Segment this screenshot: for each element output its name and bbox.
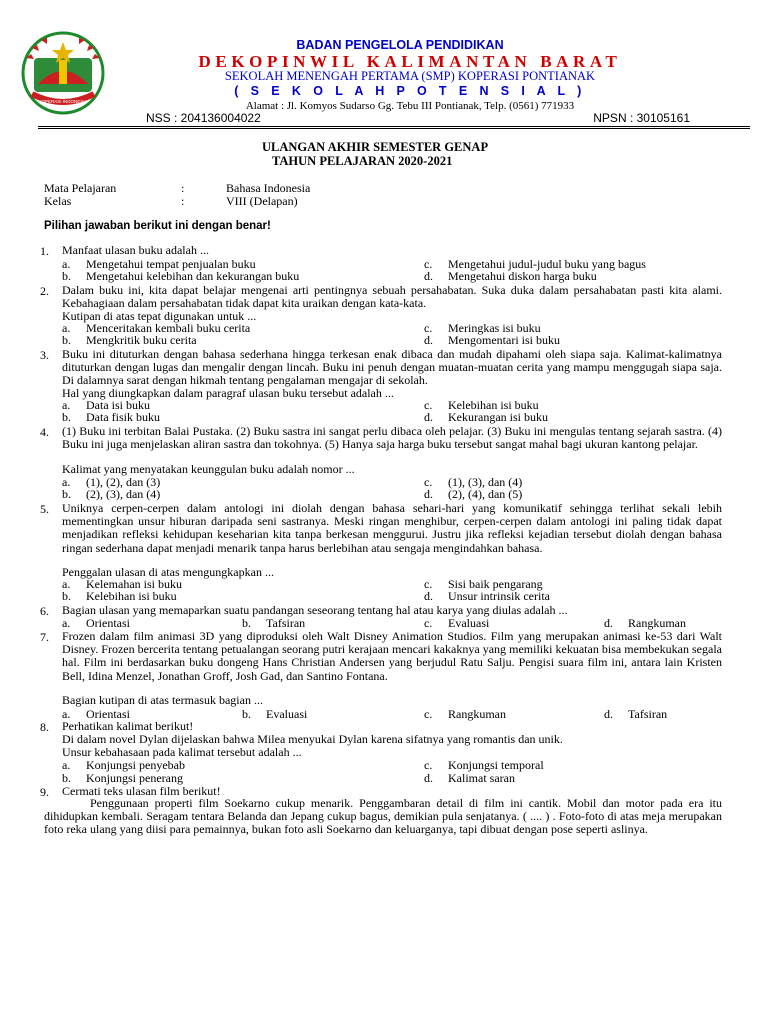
question-sentence: Di dalam novel Dylan dijelaskan bahwa Milea menyukai Dylan karena sifatnya yang romantis dan unik. [62, 732, 563, 746]
question-text: Buku ini dituturkan dengan bahasa sederhana hingga terkesan enak dibaca dan mudah dipahami oleh siapa saja. Kalimat-kalimatnya dituturkan dengan lugas dan mengalir dengan lincah. Buku ini penuh dengan muatan-muatan cerita yang mampu menggugah siapa saja. Di dalamnya sarat dengan hikmah tentang pengalaman mengajar di sekolah. [62, 347, 722, 388]
exam-title: ULANGAN AKHIR SEMESTER GENAP [262, 140, 489, 154]
question-text: Cermati teks ulasan film berikut! [62, 784, 221, 798]
subject-value: Bahasa Indonesia [226, 181, 311, 195]
header-divider [38, 126, 750, 129]
question-prompt: Unsur kebahasaan pada kalimat tersebut adalah ... [62, 745, 302, 759]
question-prompt: Kutipan di atas tepat digunakan untuk ... [62, 309, 257, 323]
question-number: 6. [40, 604, 49, 618]
school-address: Alamat : Jl. Komyos Sudarso Gg. Tebu III Pontianak, Telp. (0561) 771933 [245, 100, 575, 112]
question-text: Dalam buku ini, kita dapat belajar mengenai arti pentingnya sebuah persahabatan. Suka duka dalam persahabatan pasti kita alami. Kebahagiaan dalam persahabatan tidak dapat kita uraikan dengan kata-kata. [62, 283, 722, 311]
class-label: Kelas [44, 194, 72, 208]
film-review-paragraph: Penggunaan properti film Soekarno cukup menarik. Penggambaran detail di film ini cantik. Mobil dan motor pada era itu dihidupkan kembali. Seragam tentara Belanda dan Jepang cukup bagus, demikian pula senjatanya. ( .... ) . Foto-foto di atas meja merupakan foto reka ulang yang diisi para pemainnya, bukan foto asli Soekarno dan keluarganya, tapi dibuat dengan pose seperti aslinya. [44, 796, 722, 837]
exam-year: TAHUN PELAJARAN 2020-2021 [272, 154, 453, 168]
question-text: Perhatikan kalimat berikut! [62, 719, 194, 733]
agency-name: BADAN PENGELOLA PENDIDIKAN [296, 38, 504, 52]
exam-page: KOPERASI INDONESIA BADAN PENGELOLA PENDIDIKAN DEKOPINWIL KALIMANTAN BARAT SEKOLAH MENENGAH PERTAMA (SMP) KOPERASI PONTIANAK ( S E K O L A H P O T E N S I A L ) Alamat : Jl. Komyos Sudarso Gg. Tebu III Pontianak, Telp. (0561) 771933 NSS : 204136004022 NPSN : 30105161 ULANGAN AKHIR SEMESTER GENAP TAHUN PELAJARAN 2020-2021 Mata Pelajaran : Bahasa Indonesia Kelas : VIII (Delapan) Pilihan jawaban berikut ini dengan benar! 1. Manfaat ulasan buku adalah ... a. Mengetahui tempat penjualan buku c. Mengetahui judul-judul buku yang bagus b. Mengetahui kelebihan dan kekurangan buku d. Mengetahui diskon harga buku 2. Dalam buku ini, kita dapat belajar mengenai arti pentingnya sebuah persahabatan. Suka duka dalam persahabatan pasti kita alami. Kebahagiaan dalam persahabatan tidak dapat kita uraikan dengan kata-kata. Kutipan di atas tepat digunakan untuk ... a. Menceritakan kembali buku cerita c. Meringkas isi buku b. Mengkritik buku cerita d. Mengomentari isi buku 3. Buku ini dituturkan dengan bahasa sederhana hingga terkesan enak dibaca dan mudah dipahami oleh siapa saja. Kalimat-kalimatnya dituturkan dengan lugas dan mengalir dengan lincah. Buku ini penuh dengan muatan-muatan cerita yang mampu menggugah siapa saja. Di dalamnya sarat dengan hikmah tentang pengalaman mengajar di sekolah. Hal yang diungkapkan dalam paragraf ulasan buku tersebut adalah ... a. Data isi buku c. Kelebihan isi buku b. Data fisik buku d. Kekurangan isi buku 4. (1) Buku ini terbitan Balai Pustaka. (2) Buku sastra ini sangat perlu dibaca oleh pelajar. (3) Buku ini mengulas tentang sejarah sastra. (4) Buku ini juga menjelaskan aliran sastra dan tokohnya. (5) Hanya saja harga buku tersebut sangat mahal bagi ukuran kantong pelajar. Kalimat yang menyatakan keunggulan buku adalah nomor ... a. (1), (2), dan (3) c. (1), (3), dan (4) b. (2), (3), dan (4) d. (2), (4), dan (5) 5. Uniknya cerpen-cerpen dalam antologi ini diolah dengan bahasa sehari-hari yang komunikatif sehingga terlihat sekali lebih mementingkan unsur hiburan daripada seni sastranya. Meski ringan menghibur, cerpen-cerpen dalam antologi ini paling tidak dapat menjadikan refleksi kehidupan keseharian kita tanpa berkesan menggurui. Justru jika refleksi kejadian tersebut diolah dengan bahasa ringan sederhana dapat menjadi menarik tanpa harus berlebihan atau sengaja mengindahkan bahasa. Penggalan ulasan di atas mengungkapkan ... a. Kelemahan isi buku c. Sisi baik pengarang b. Kelebihan isi buku d. Unsur intrinsik cerita 6. Bagian ulasan yang memaparkan suatu pandangan seseorang tentang hal atau karya yang diulas adalah ... a. Orientasi b. Tafsiran c. Evaluasi d. Rangkuman 7. Frozen dalam film animasi 3D yang diproduksi oleh Walt Disney Animation Studios. Film yang merupakan animasi ke-53 dari Walt Disney. Frozen bercerita tentang petualangan seorang putri kerajaan mencari kakaknya yang memiliki kekuatan bisa membekukan segala hal. Film ini berdasarkan buku dongeng Hans Christian Andersen yang berjudul Ratu Salju. Pengisi suara film ini, antara lain Kristen Bell, Idina Menzel, Jonathan Groff, Josh Gad, dan Santino Fontana. Bagian kutipan di atas termasuk bagian ... a. Orientasi b. Evaluasi c. Rangkuman d. Tafsiran 8. Perhatikan kalimat berikut! Di dalam novel Dylan dijelaskan bahwa Milea menyukai Dylan karena sifatnya yang romantis dan unik. Unsur kebahasaan pada kalimat tersebut adalah ... a. Konjungsi penyebab c. Konjungsi temporal b. Konjungsi penerang d. Kalimat saran 9. Cermati teks ulasan film berikut! Penggunaan properti film Soekarno cukup menarik. Penggambaran detail di film ini cantik. Mobil dan motor pada era itu dihidupkan kembali. Seragam tentara Belanda dan Jepang cukup bagus, demikian pula senjatanya. ( .... ) . Foto-foto di atas meja merupakan foto reka ulang yang diisi para pemainnya, bukan foto asli Soekarno dan keluarganya, tapi dibuat dengan pose seperti aslinya. [0, 0, 768, 1024]
question-number: 3. [40, 348, 49, 362]
question-number: 7. [40, 630, 49, 644]
organization-name: DEKOPINWIL KALIMANTAN BARAT [198, 52, 622, 71]
question-text: Frozen dalam film animasi 3D yang diproduksi oleh Walt Disney Animation Studios. Film yang merupakan animasi ke-53 dari Walt Disney. Frozen bercerita tentang petualangan seorang putri kerajaan mencari kakaknya yang memiliki kekuatan bisa membekukan segala hal. Film ini berdasarkan buku dongeng Hans Christian Andersen yang berjudul Ratu Salju. Pengisi suara film ini, antara lain Kristen Bell, Idina Menzel, Jonathan Groff, Josh Gad, dan Santino Fontana. [62, 629, 722, 683]
question-number: 1. [40, 244, 49, 258]
nss-number: NSS : 204136004022 [146, 111, 261, 125]
question-text: Manfaat ulasan buku adalah ... [62, 243, 209, 257]
npsn-number: NPSN : 30105161 [593, 111, 690, 125]
question-prompt: Kalimat yang menyatakan keunggulan buku adalah nomor ... [62, 462, 355, 476]
question-text: Bagian ulasan yang memaparkan suatu pandangan seseorang tentang hal atau karya yang diulas adalah ... [62, 603, 568, 617]
question-text: Uniknya cerpen-cerpen dalam antologi ini diolah dengan bahasa sehari-hari yang komunikatif sehingga terlihat sekali lebih mementingkan unsur hiburan daripada seni sastranya. Meski ringan menghibur, cerpen-cerpen dalam antologi ini paling tidak dapat menjadikan refleksi kehidupan keseharian kita tanpa berkesan menggurui. Justru jika refleksi kejadian tersebut diolah dengan bahasa ringan sederhana dapat menjadi menarik tanpa harus berlebihan atau sengaja mengindahkan bahasa. [62, 501, 722, 555]
subject-colon: : [181, 181, 185, 195]
question-number: 8. [40, 720, 49, 734]
school-tagline: ( S E K O L A H P O T E N S I A L ) [234, 84, 586, 98]
class-colon: : [181, 194, 185, 208]
koperasi-logo-icon [14, 28, 112, 118]
class-value: VIII (Delapan) [226, 194, 298, 208]
logo-caption: KOPERASI INDONESIA [38, 99, 88, 104]
question-number: 2. [40, 284, 49, 298]
subject-label: Mata Pelajaran [44, 181, 117, 195]
instruction: Pilihan jawaban berikut ini dengan benar! [44, 220, 271, 232]
question-prompt: Penggalan ulasan di atas mengungkapkan ... [62, 565, 274, 579]
school-name: SEKOLAH MENENGAH PERTAMA (SMP) KOPERASI PONTIANAK [224, 69, 596, 83]
question-number: 9. [40, 785, 49, 799]
question-prompt: Hal yang diungkapkan dalam paragraf ulasan buku tersebut adalah ... [62, 386, 394, 400]
question-number: 5. [40, 502, 49, 516]
question-number: 4. [40, 425, 49, 439]
question-prompt: Bagian kutipan di atas termasuk bagian ... [62, 693, 263, 707]
question-text: (1) Buku ini terbitan Balai Pustaka. (2) Buku sastra ini sangat perlu dibaca oleh pelajar. (3) Buku ini mengulas tentang sejarah sastra. (4) Buku ini juga menjelaskan aliran sastra dan tokohnya. (5) Hanya saja harga buku tersebut sangat mahal bagi ukuran kantong pelajar. [62, 424, 722, 452]
